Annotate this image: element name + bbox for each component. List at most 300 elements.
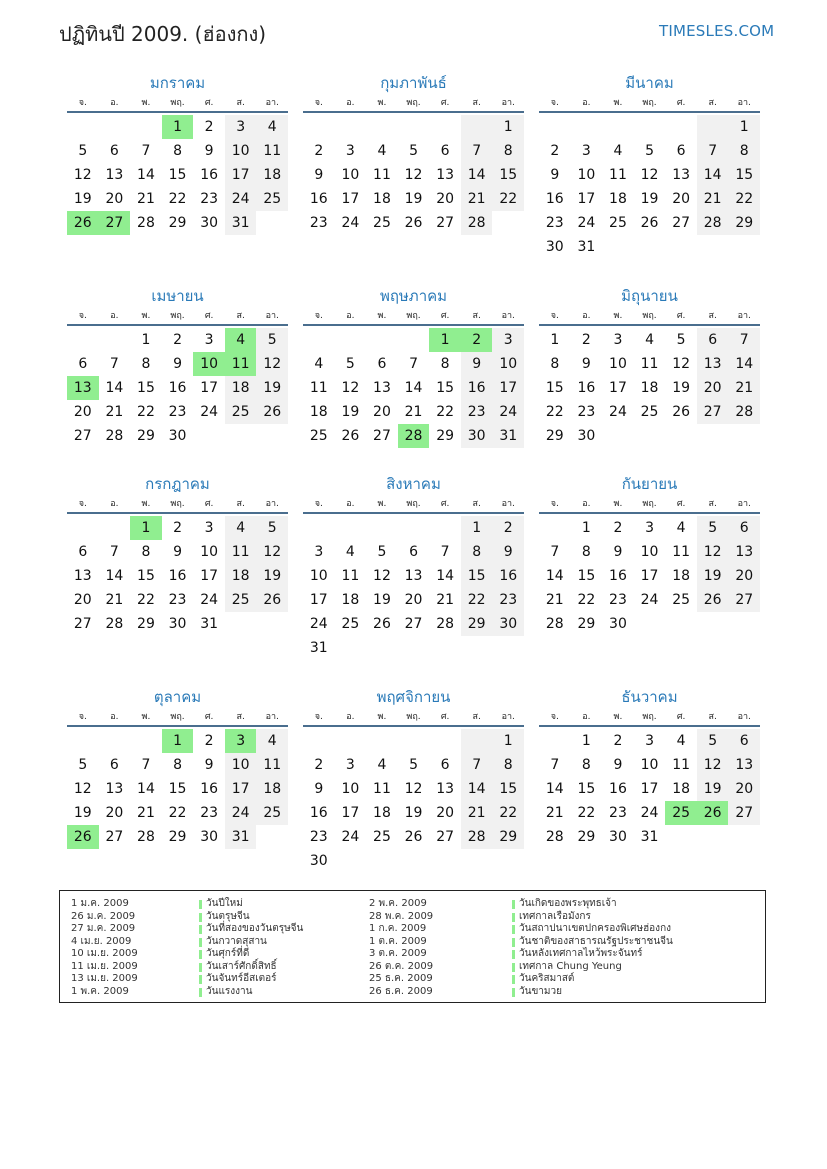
weekday-label: ศ. (440, 499, 450, 509)
month-calendar (303, 472, 524, 660)
holiday-date: 10 เม.ย. 2009 (71, 948, 138, 959)
weekday-label: ส. (236, 712, 245, 722)
day-cell: 14 (105, 380, 124, 396)
day-cell: 12 (373, 568, 391, 584)
empty-day-cell (429, 729, 461, 753)
weekday-label: อ. (110, 98, 119, 108)
weekday-label: พ. (613, 311, 623, 321)
day-cell: 8 (173, 143, 182, 159)
day-cell: 20 (728, 564, 760, 588)
month-title: มีนาคม (625, 74, 674, 92)
day-cell: 3 (204, 520, 214, 536)
week-row (303, 612, 524, 636)
holiday-marker (512, 950, 515, 959)
day-cell: 27 (728, 588, 760, 612)
week-row (67, 612, 288, 636)
day-cell: 7 (550, 757, 560, 773)
weekday-label: อ. (582, 499, 591, 509)
week-row (303, 328, 524, 352)
week-row (539, 564, 760, 588)
week-row (303, 729, 524, 753)
holiday-name: วันสถาปนาเขตปกครองพิเศษฮ่องกง (519, 923, 672, 934)
day-cell: 23 (609, 592, 627, 608)
day-cell: 25 (309, 428, 328, 444)
day-cell: 26 (67, 211, 99, 235)
day-cell: 29 (137, 616, 155, 632)
weekday-label: พ. (141, 712, 151, 722)
day-cell: 19 (404, 191, 423, 207)
weekday-label: อา. (265, 712, 279, 722)
day-cell: 28 (105, 616, 124, 632)
day-cell: 15 (137, 568, 155, 584)
day-cell: 28 (461, 211, 493, 235)
day-cell: 12 (672, 356, 691, 372)
day-cell: 13 (672, 167, 691, 183)
day-cell: 26 (341, 428, 360, 444)
weekday-label: ศ. (676, 499, 686, 509)
day-cell: 13 (697, 352, 729, 376)
day-cell: 24 (492, 400, 524, 424)
empty-day-cell (634, 115, 666, 139)
holiday-date: 3 ต.ค. 2009 (369, 948, 427, 959)
weekday-label: อา. (737, 98, 751, 108)
empty-day-cell (665, 825, 697, 849)
day-cell: 23 (309, 215, 328, 231)
week-row (67, 376, 288, 400)
month-calendar (539, 71, 760, 259)
day-cell: 22 (461, 588, 493, 612)
week-row (67, 729, 288, 753)
month-calendar (67, 284, 288, 448)
week-row (67, 187, 288, 211)
week-row (67, 516, 288, 540)
day-cell: 4 (676, 733, 686, 749)
holiday-date: 2 พ.ค. 2009 (369, 898, 427, 909)
day-cell: 31 (309, 640, 328, 656)
day-cell: 20 (436, 191, 455, 207)
day-cell: 17 (309, 592, 328, 608)
day-cell: 3 (492, 328, 524, 352)
day-cell: 9 (204, 143, 214, 159)
empty-day-cell (256, 211, 288, 235)
day-cell: 29 (461, 612, 493, 636)
empty-day-cell (492, 636, 524, 660)
empty-day-cell (366, 636, 398, 660)
day-cell: 25 (672, 592, 691, 608)
day-cell: 7 (109, 356, 119, 372)
holiday-date: 11 เม.ย. 2009 (71, 960, 138, 972)
weekday-label: จ. (314, 98, 323, 108)
weekday-label: ส. (236, 98, 245, 108)
weekday-header (67, 709, 288, 727)
holiday-name: วันแรงงาน (206, 985, 253, 997)
holiday-marker (199, 938, 202, 947)
site-brand-link[interactable]: TIMESLES.COM (659, 22, 775, 40)
weekday-label: ศ. (440, 712, 450, 722)
day-cell: 5 (256, 328, 288, 352)
day-cell: 5 (409, 143, 418, 159)
day-cell: 24 (225, 187, 257, 211)
day-cell: 11 (373, 781, 391, 797)
day-cell: 1 (461, 516, 493, 540)
day-cell: 6 (440, 143, 450, 159)
weekday-label: พฤ. (406, 712, 421, 722)
month-calendar (303, 71, 524, 235)
weekday-label: พฤ. (170, 712, 185, 722)
day-cell: 23 (609, 805, 627, 821)
empty-day-cell (461, 849, 493, 873)
day-cell: 3 (345, 757, 355, 773)
month-calendar (539, 685, 760, 849)
day-cell: 6 (409, 544, 418, 560)
holiday-name: วันศุกร์ที่ดี (206, 948, 250, 959)
day-cell: 28 (545, 829, 564, 845)
day-cell: 12 (404, 781, 423, 797)
day-cell: 10 (193, 352, 225, 376)
day-cell: 14 (545, 568, 564, 584)
holiday-name: วันกวาดสุสาน (206, 935, 267, 947)
weekday-label: จ. (314, 499, 323, 509)
empty-day-cell (398, 516, 430, 540)
day-cell: 28 (398, 424, 430, 448)
day-cell: 25 (373, 829, 391, 845)
day-cell: 11 (256, 139, 288, 163)
week-row (539, 187, 760, 211)
holiday-date: 4 เม.ย. 2009 (71, 935, 132, 947)
day-cell: 20 (404, 592, 423, 608)
day-cell: 26 (256, 400, 288, 424)
empty-day-cell (225, 612, 257, 636)
holiday-marker (512, 913, 515, 922)
day-cell: 29 (577, 829, 596, 845)
day-cell: 22 (168, 191, 187, 207)
day-cell: 13 (404, 568, 423, 584)
week-row (303, 636, 524, 660)
weekday-label: จ. (550, 98, 559, 108)
weekday-label: จ. (550, 499, 559, 509)
day-cell: 30 (200, 215, 219, 231)
month-title: มิถุนายน (621, 287, 678, 305)
empty-day-cell (335, 729, 367, 753)
holiday-date: 1 พ.ค. 2009 (71, 985, 129, 997)
week-row (539, 235, 760, 259)
day-cell: 29 (436, 428, 455, 444)
weekday-label: ศ. (204, 98, 214, 108)
day-cell: 7 (440, 544, 450, 560)
day-cell: 20 (697, 376, 729, 400)
week-row (67, 753, 288, 777)
day-cell: 24 (200, 592, 219, 608)
day-cell: 13 (436, 781, 455, 797)
day-cell: 17 (640, 568, 659, 584)
week-row (539, 424, 760, 448)
empty-day-cell (429, 115, 461, 139)
holiday-date: 1 ม.ค. 2009 (71, 898, 129, 909)
weekday-label: พฤ. (642, 311, 657, 321)
day-cell: 22 (492, 801, 524, 825)
empty-day-cell (335, 636, 367, 660)
day-cell: 14 (545, 781, 564, 797)
day-cell: 21 (105, 404, 124, 420)
weekday-label: ศ. (676, 712, 686, 722)
day-cell: 6 (676, 143, 686, 159)
day-cell: 6 (109, 143, 119, 159)
day-cell: 21 (137, 191, 155, 207)
empty-day-cell (398, 115, 430, 139)
weekday-label: อา. (737, 499, 751, 509)
day-cell: 9 (461, 352, 493, 376)
day-cell: 19 (256, 376, 288, 400)
day-cell: 25 (341, 616, 360, 632)
day-cell: 3 (581, 143, 591, 159)
day-cell: 4 (676, 520, 686, 536)
holiday-name: วันชาติของสาธารณรัฐประชาชนจีน (519, 935, 673, 947)
day-cell: 30 (492, 612, 524, 636)
day-cell: 31 (577, 239, 596, 255)
day-cell: 8 (440, 356, 450, 372)
holiday-name: เทศกาล Chung Yeung (519, 960, 622, 972)
empty-day-cell (665, 235, 697, 259)
day-cell: 10 (309, 568, 328, 584)
weekday-label: ศ. (204, 499, 214, 509)
holiday-date: 13 เม.ย. 2009 (71, 973, 138, 984)
day-cell: 9 (314, 781, 324, 797)
day-cell: 6 (440, 757, 450, 773)
empty-day-cell (366, 328, 398, 352)
day-cell: 8 (492, 753, 524, 777)
day-cell: 11 (256, 753, 288, 777)
day-cell: 24 (341, 215, 360, 231)
empty-day-cell (303, 516, 335, 540)
day-cell: 22 (436, 404, 455, 420)
day-cell: 31 (492, 424, 524, 448)
day-cell: 19 (672, 380, 691, 396)
empty-day-cell (398, 729, 430, 753)
day-cell: 4 (345, 544, 355, 560)
day-cell: 18 (256, 777, 288, 801)
day-cell: 23 (492, 588, 524, 612)
holiday-marker (199, 963, 202, 972)
day-cell: 17 (609, 380, 627, 396)
week-row (303, 352, 524, 376)
week-row (539, 139, 760, 163)
day-cell: 30 (168, 428, 187, 444)
day-cell: 28 (728, 400, 760, 424)
day-cell: 29 (577, 616, 596, 632)
day-cell: 15 (492, 163, 524, 187)
day-cell: 4 (613, 143, 623, 159)
week-row (539, 729, 760, 753)
day-cell: 9 (173, 544, 182, 560)
day-cell: 8 (581, 544, 591, 560)
weekday-label: พฤ. (170, 311, 185, 321)
weekday-header (303, 95, 524, 113)
weekday-label: ศ. (440, 98, 450, 108)
day-cell: 31 (225, 211, 257, 235)
day-cell: 7 (728, 328, 760, 352)
day-cell: 26 (256, 588, 288, 612)
day-cell: 2 (314, 143, 324, 159)
week-row (539, 376, 760, 400)
day-cell: 25 (609, 215, 627, 231)
month-calendar (67, 472, 288, 636)
weekday-header (539, 709, 760, 727)
empty-day-cell (335, 849, 367, 873)
day-cell: 1 (141, 332, 151, 348)
empty-day-cell (634, 424, 666, 448)
day-cell: 1 (162, 115, 194, 139)
day-cell: 9 (492, 540, 524, 564)
month-calendar (67, 685, 288, 849)
day-cell: 5 (409, 757, 418, 773)
day-cell: 29 (168, 829, 187, 845)
empty-day-cell (335, 328, 367, 352)
weekday-label: ส. (708, 98, 717, 108)
weekday-label: อ. (346, 98, 355, 108)
day-cell: 16 (492, 564, 524, 588)
empty-day-cell (602, 115, 634, 139)
day-cell: 2 (461, 328, 493, 352)
day-cell: 13 (728, 540, 760, 564)
holiday-name: วันเกิดของพระพุทธเจ้า (519, 898, 617, 909)
empty-day-cell (256, 825, 288, 849)
day-cell: 3 (204, 332, 214, 348)
empty-day-cell (728, 825, 760, 849)
weekday-label: พฤ. (406, 499, 421, 509)
day-cell: 5 (78, 143, 88, 159)
day-cell: 31 (200, 616, 219, 632)
day-cell: 14 (461, 777, 493, 801)
day-cell: 23 (200, 191, 219, 207)
empty-day-cell (461, 729, 493, 753)
day-cell: 27 (105, 829, 124, 845)
day-cell: 10 (577, 167, 596, 183)
empty-day-cell (728, 612, 760, 636)
day-cell: 28 (697, 211, 729, 235)
weekday-label: พฤ. (170, 499, 185, 509)
empty-day-cell (665, 612, 697, 636)
day-cell: 19 (73, 805, 92, 821)
day-cell: 2 (173, 332, 182, 348)
empty-day-cell (99, 328, 131, 352)
empty-day-cell (335, 115, 367, 139)
day-cell: 12 (697, 540, 729, 564)
empty-day-cell (429, 516, 461, 540)
holiday-date: 26 ธ.ค. 2009 (369, 985, 433, 997)
day-cell: 11 (672, 757, 691, 773)
week-row (303, 801, 524, 825)
day-cell: 18 (672, 781, 691, 797)
holiday-marker (199, 950, 202, 959)
day-cell: 25 (256, 801, 288, 825)
empty-day-cell (539, 729, 571, 753)
weekday-label: พฤ. (406, 311, 421, 321)
day-cell: 3 (314, 544, 324, 560)
day-cell: 21 (461, 801, 493, 825)
day-cell: 15 (577, 568, 596, 584)
day-cell: 21 (545, 805, 564, 821)
day-cell: 23 (461, 400, 493, 424)
day-cell: 24 (309, 616, 328, 632)
day-cell: 16 (309, 805, 328, 821)
empty-day-cell (303, 328, 335, 352)
empty-day-cell (571, 115, 603, 139)
week-row (303, 187, 524, 211)
page-title: ปฏิทินปี 2009. (ฮ่องกง) (59, 22, 267, 46)
day-cell: 11 (609, 167, 627, 183)
day-cell: 6 (78, 544, 88, 560)
day-cell: 14 (137, 781, 155, 797)
day-cell: 10 (341, 781, 360, 797)
day-cell: 24 (609, 404, 627, 420)
empty-day-cell (697, 825, 729, 849)
day-cell: 19 (256, 564, 288, 588)
holiday-date: 1 ต.ค. 2009 (369, 935, 427, 947)
day-cell: 9 (550, 167, 560, 183)
day-cell: 19 (341, 404, 360, 420)
empty-day-cell (130, 729, 162, 753)
weekday-label: ส. (708, 311, 717, 321)
day-cell: 26 (697, 588, 729, 612)
day-cell: 18 (225, 376, 257, 400)
day-cell: 27 (99, 211, 131, 235)
holiday-marker (512, 988, 515, 997)
day-cell: 5 (697, 516, 729, 540)
day-cell: 8 (141, 356, 151, 372)
day-cell: 17 (640, 781, 659, 797)
day-cell: 27 (73, 428, 92, 444)
week-row (539, 211, 760, 235)
weekday-label: อ. (582, 712, 591, 722)
weekday-header (67, 496, 288, 514)
day-cell: 19 (697, 564, 729, 588)
day-cell: 17 (341, 805, 360, 821)
holiday-date: 25 ธ.ค. 2009 (369, 973, 433, 984)
day-cell: 12 (73, 781, 92, 797)
holiday-name: วันที่สองของวันตรุษจีน (206, 923, 304, 934)
day-cell: 21 (697, 187, 729, 211)
week-row (303, 400, 524, 424)
week-row (67, 352, 288, 376)
weekday-label: อา. (737, 712, 751, 722)
empty-day-cell (193, 424, 225, 448)
empty-day-cell (256, 424, 288, 448)
day-cell: 6 (728, 729, 760, 753)
weekday-label: พ. (613, 499, 623, 509)
empty-day-cell (602, 235, 634, 259)
day-cell: 5 (377, 544, 387, 560)
holiday-marker (199, 900, 202, 909)
month-title: กุมภาพันธ์ (380, 74, 447, 92)
day-cell: 26 (373, 616, 391, 632)
day-cell: 28 (545, 616, 564, 632)
day-cell: 10 (640, 544, 659, 560)
empty-day-cell (130, 115, 162, 139)
holiday-name: วันขามวย (519, 985, 562, 997)
weekday-label: พ. (613, 712, 623, 722)
weekday-label: พ. (377, 311, 387, 321)
month-title: กันยายน (621, 475, 678, 493)
week-row (303, 540, 524, 564)
day-cell: 2 (204, 733, 214, 749)
weekday-label: อ. (110, 499, 119, 509)
day-cell: 9 (581, 356, 591, 372)
week-row (303, 849, 524, 873)
empty-day-cell (99, 729, 131, 753)
day-cell: 2 (581, 332, 591, 348)
day-cell: 28 (105, 428, 124, 444)
day-cell: 11 (225, 352, 257, 376)
